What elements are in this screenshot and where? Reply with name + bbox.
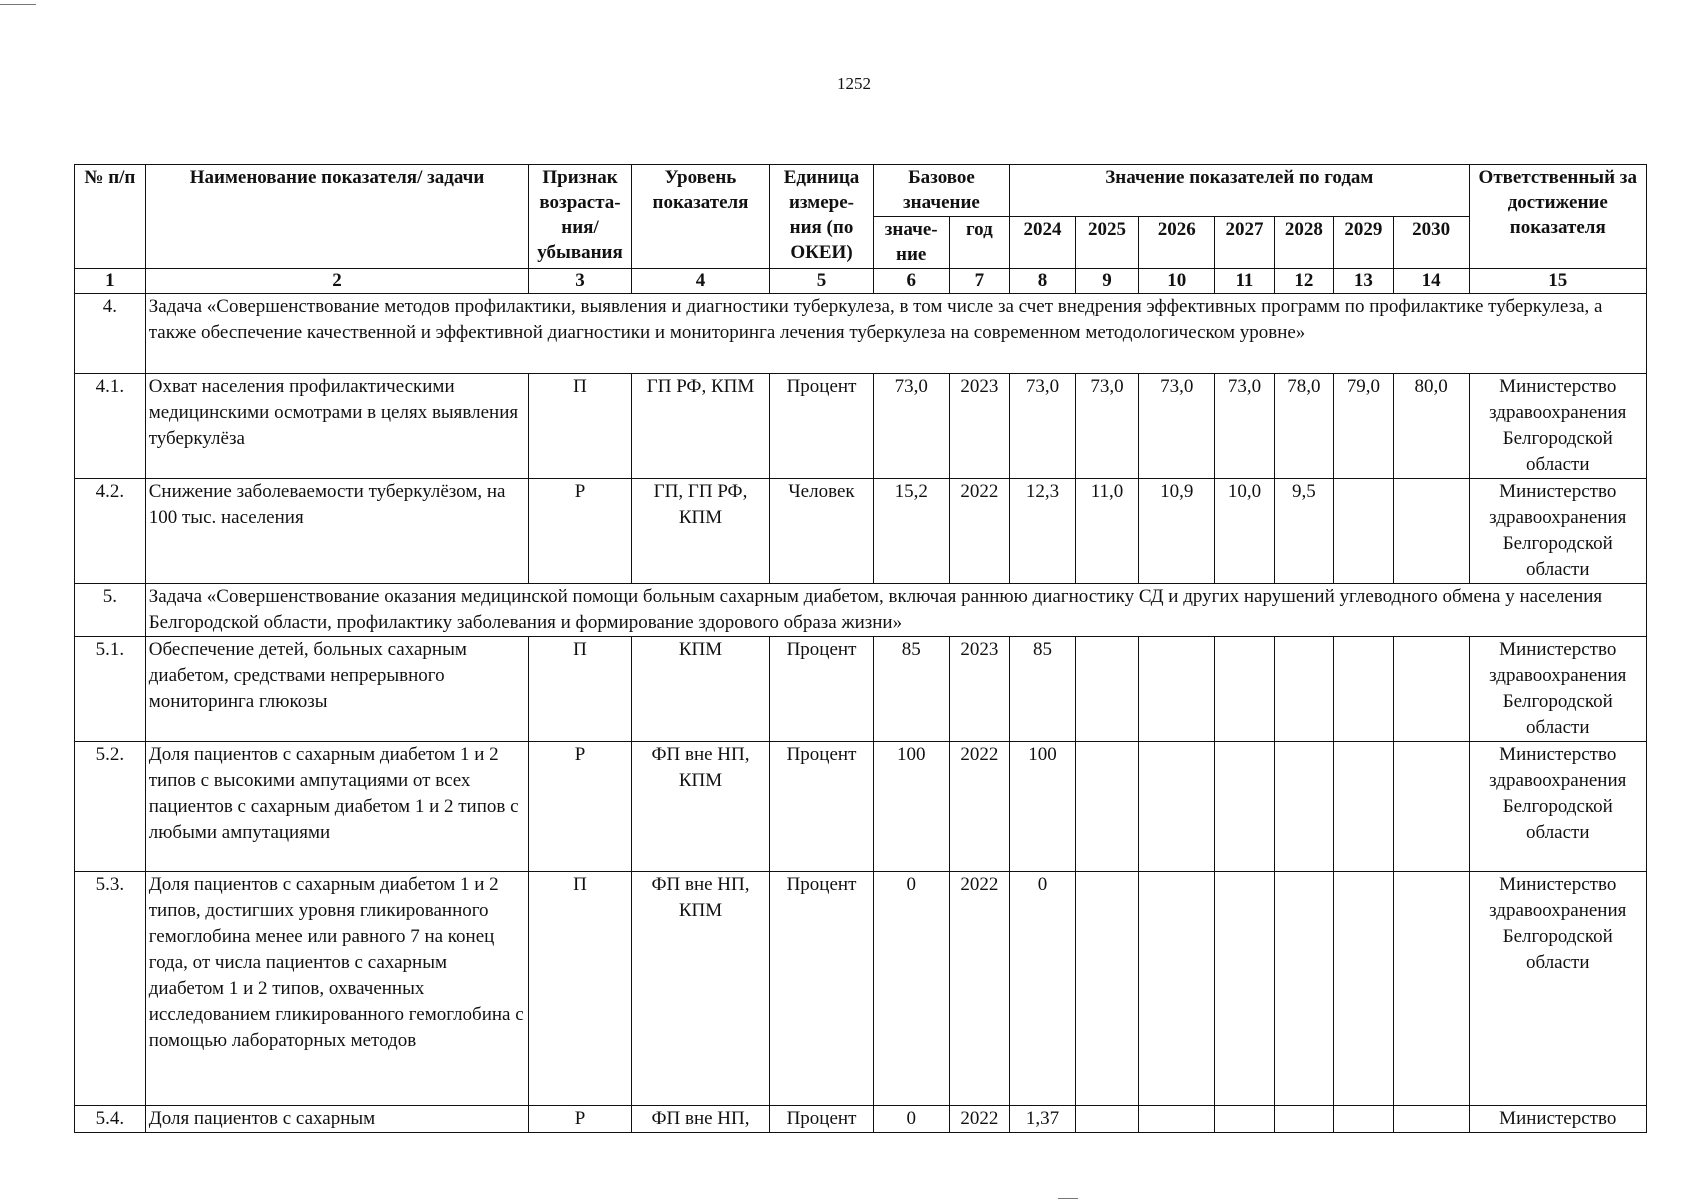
value-2027: 10,0 xyxy=(1215,479,1274,584)
scan-mark-top-left xyxy=(0,4,36,5)
base-year: 2023 xyxy=(949,637,1010,742)
value-2025 xyxy=(1075,742,1139,872)
indicator-sign: Р xyxy=(529,1106,632,1133)
base-year: 2022 xyxy=(949,742,1010,872)
value-2027 xyxy=(1215,637,1274,742)
indicator-level: КПМ xyxy=(631,637,769,742)
header-sign: Признак возраста-ния/ убывания xyxy=(529,165,632,269)
header-name: Наименование показателя/ задачи xyxy=(145,165,529,269)
value-2025: 11,0 xyxy=(1075,479,1139,584)
indicator-sign: П xyxy=(529,637,632,742)
table-row xyxy=(75,479,1647,584)
column-index-row xyxy=(75,269,1647,294)
header-level: Уровень показателя xyxy=(631,165,769,269)
page-number: 1252 xyxy=(837,74,871,93)
value-2027: 73,0 xyxy=(1215,374,1274,479)
header-responsible: Ответственный за достижение показателя xyxy=(1469,165,1646,269)
column-index: 8 xyxy=(1010,269,1076,294)
header-base: Базовое значение xyxy=(873,165,1009,217)
value-2029 xyxy=(1334,742,1393,872)
value-2030 xyxy=(1393,872,1469,1106)
column-index: 9 xyxy=(1075,269,1139,294)
value-2024: 0 xyxy=(1010,872,1076,1106)
value-2030 xyxy=(1393,637,1469,742)
indicator-unit: Процент xyxy=(770,872,874,1106)
table-body xyxy=(75,294,1647,1133)
header-base-year: год xyxy=(949,217,1010,269)
value-2028 xyxy=(1274,872,1333,1106)
row-num: 4.1. xyxy=(75,374,146,479)
column-index: 15 xyxy=(1469,269,1646,294)
base-value: 73,0 xyxy=(873,374,949,479)
value-2026 xyxy=(1139,1106,1215,1133)
indicator-sign: Р xyxy=(529,479,632,584)
responsible: Министерство здравоохранения Белгородской области xyxy=(1469,637,1646,742)
value-2030 xyxy=(1393,1106,1469,1133)
indicator-level: ГП, ГП РФ, КПМ xyxy=(631,479,769,584)
base-value: 15,2 xyxy=(873,479,949,584)
row-num: 5.2. xyxy=(75,742,146,872)
value-2024: 85 xyxy=(1010,637,1076,742)
header-year-2024: 2024 xyxy=(1010,217,1076,269)
value-2029: 79,0 xyxy=(1334,374,1393,479)
header-years-group: Значение показателей по годам xyxy=(1010,165,1469,217)
value-2024: 73,0 xyxy=(1010,374,1076,479)
base-value: 0 xyxy=(873,1106,949,1133)
value-2025 xyxy=(1075,637,1139,742)
indicator-unit: Процент xyxy=(770,1106,874,1133)
value-2028 xyxy=(1274,742,1333,872)
column-index: 14 xyxy=(1393,269,1469,294)
indicator-name: Обеспечение детей, больных сахарным диабетом, средствами непрерывного мониторинга глюкозы xyxy=(145,637,529,742)
indicator-name: Доля пациентов с сахарным xyxy=(145,1106,529,1133)
indicator-unit: Процент xyxy=(770,637,874,742)
value-2030: 80,0 xyxy=(1393,374,1469,479)
value-2028: 78,0 xyxy=(1274,374,1333,479)
table-row xyxy=(75,1106,1647,1133)
responsible: Министерство xyxy=(1469,1106,1646,1133)
header-year-2029: 2029 xyxy=(1334,217,1393,269)
value-2027 xyxy=(1215,872,1274,1106)
base-value: 100 xyxy=(873,742,949,872)
task-num: 5. xyxy=(75,584,146,637)
base-year: 2022 xyxy=(949,872,1010,1106)
header-year-2030: 2030 xyxy=(1393,217,1469,269)
indicator-level: ФП вне НП, КПМ xyxy=(631,872,769,1106)
indicator-name: Снижение заболеваемости туберкулёзом, на 100 тыс. населения xyxy=(145,479,529,584)
row-num: 5.4. xyxy=(75,1106,146,1133)
indicator-unit: Процент xyxy=(770,374,874,479)
header-year-2028: 2028 xyxy=(1274,217,1333,269)
header-unit: Единица измере-ния (по ОКЕИ) xyxy=(770,165,874,269)
base-value: 85 xyxy=(873,637,949,742)
table-row xyxy=(75,637,1647,742)
column-index: 10 xyxy=(1139,269,1215,294)
column-index: 3 xyxy=(529,269,632,294)
value-2028: 9,5 xyxy=(1274,479,1333,584)
task-text: Задача «Совершенствование оказания медицинской помощи больным сахарным диабетом, включая раннюю диагностику СД и других нарушений углеводного обмена у населения Белгородской области, профилактику заболевания и формирование здорового образа жизни» xyxy=(145,584,1646,637)
header-year-2026: 2026 xyxy=(1139,217,1215,269)
value-2024: 1,37 xyxy=(1010,1106,1076,1133)
base-year: 2023 xyxy=(949,374,1010,479)
indicator-unit: Человек xyxy=(770,479,874,584)
indicator-name: Доля пациентов с сахарным диабетом 1 и 2 типов, достигших уровня гликированного гемоглобина менее или равного 7 на конец года, от числа пациентов с сахарным диабетом 1 и 2 типов, охваченных исследованием гликированного гемоглобина с помощью лабораторных методов xyxy=(145,872,529,1106)
value-2025 xyxy=(1075,872,1139,1106)
table-header xyxy=(75,165,1647,294)
responsible: Министерство здравоохранения Белгородской области xyxy=(1469,872,1646,1106)
header-num: № п/п xyxy=(75,165,146,269)
value-2029 xyxy=(1334,637,1393,742)
indicator-unit: Процент xyxy=(770,742,874,872)
value-2026 xyxy=(1139,742,1215,872)
value-2027 xyxy=(1215,1106,1274,1133)
indicator-name: Доля пациентов с сахарным диабетом 1 и 2 типов с высокими ампутациями от всех пациентов с сахарным диабетом 1 и 2 типов с любыми ампутациями xyxy=(145,742,529,872)
value-2025: 73,0 xyxy=(1075,374,1139,479)
column-index: 4 xyxy=(631,269,769,294)
indicator-sign: П xyxy=(529,872,632,1106)
value-2024: 100 xyxy=(1010,742,1076,872)
indicator-level: ФП вне НП, КПМ xyxy=(631,742,769,872)
value-2029 xyxy=(1334,1106,1393,1133)
table-row xyxy=(75,872,1647,1106)
indicator-sign: Р xyxy=(529,742,632,872)
task-row xyxy=(75,294,1647,374)
value-2028 xyxy=(1274,637,1333,742)
scan-mark-bottom xyxy=(1058,1198,1078,1199)
value-2030 xyxy=(1393,742,1469,872)
header-year-2025: 2025 xyxy=(1075,217,1139,269)
column-index: 6 xyxy=(873,269,949,294)
column-index: 1 xyxy=(75,269,146,294)
column-index: 7 xyxy=(949,269,1010,294)
indicators-table xyxy=(74,164,1647,1133)
table-row xyxy=(75,742,1647,872)
base-year: 2022 xyxy=(949,1106,1010,1133)
row-num: 5.1. xyxy=(75,637,146,742)
task-num: 4. xyxy=(75,294,146,374)
responsible: Министерство здравоохранения Белгородской области xyxy=(1469,479,1646,584)
value-2025 xyxy=(1075,1106,1139,1133)
task-row xyxy=(75,584,1647,637)
column-index: 5 xyxy=(770,269,874,294)
value-2026 xyxy=(1139,872,1215,1106)
base-value: 0 xyxy=(873,872,949,1106)
value-2028 xyxy=(1274,1106,1333,1133)
value-2027 xyxy=(1215,742,1274,872)
row-num: 5.3. xyxy=(75,872,146,1106)
table-row xyxy=(75,374,1647,479)
base-year: 2022 xyxy=(949,479,1010,584)
column-index: 12 xyxy=(1274,269,1333,294)
value-2026 xyxy=(1139,637,1215,742)
indicator-level: ГП РФ, КПМ xyxy=(631,374,769,479)
value-2029 xyxy=(1334,872,1393,1106)
value-2024: 12,3 xyxy=(1010,479,1076,584)
indicator-level: ФП вне НП, xyxy=(631,1106,769,1133)
column-index: 13 xyxy=(1334,269,1393,294)
column-index: 2 xyxy=(145,269,529,294)
row-num: 4.2. xyxy=(75,479,146,584)
column-index: 11 xyxy=(1215,269,1274,294)
responsible: Министерство здравоохранения Белгородской области xyxy=(1469,742,1646,872)
value-2026: 73,0 xyxy=(1139,374,1215,479)
indicator-sign: П xyxy=(529,374,632,479)
value-2026: 10,9 xyxy=(1139,479,1215,584)
indicator-name: Охват населения профилактическими медицинскими осмотрами в целях выявления туберкулёза xyxy=(145,374,529,479)
header-base-value: значе-ние xyxy=(873,217,949,269)
task-text: Задача «Совершенствование методов профилактики, выявления и диагностики туберкулеза, в том числе за счет внедрения эффективных программ по профилактике туберкулеза, а также обеспечение качественной и эффективной диагностики и мониторинга лечения туберкулеза на современном методологическом уровне» xyxy=(145,294,1646,374)
responsible: Министерство здравоохранения Белгородской области xyxy=(1469,374,1646,479)
header-year-2027: 2027 xyxy=(1215,217,1274,269)
value-2030 xyxy=(1393,479,1469,584)
value-2029 xyxy=(1334,479,1393,584)
